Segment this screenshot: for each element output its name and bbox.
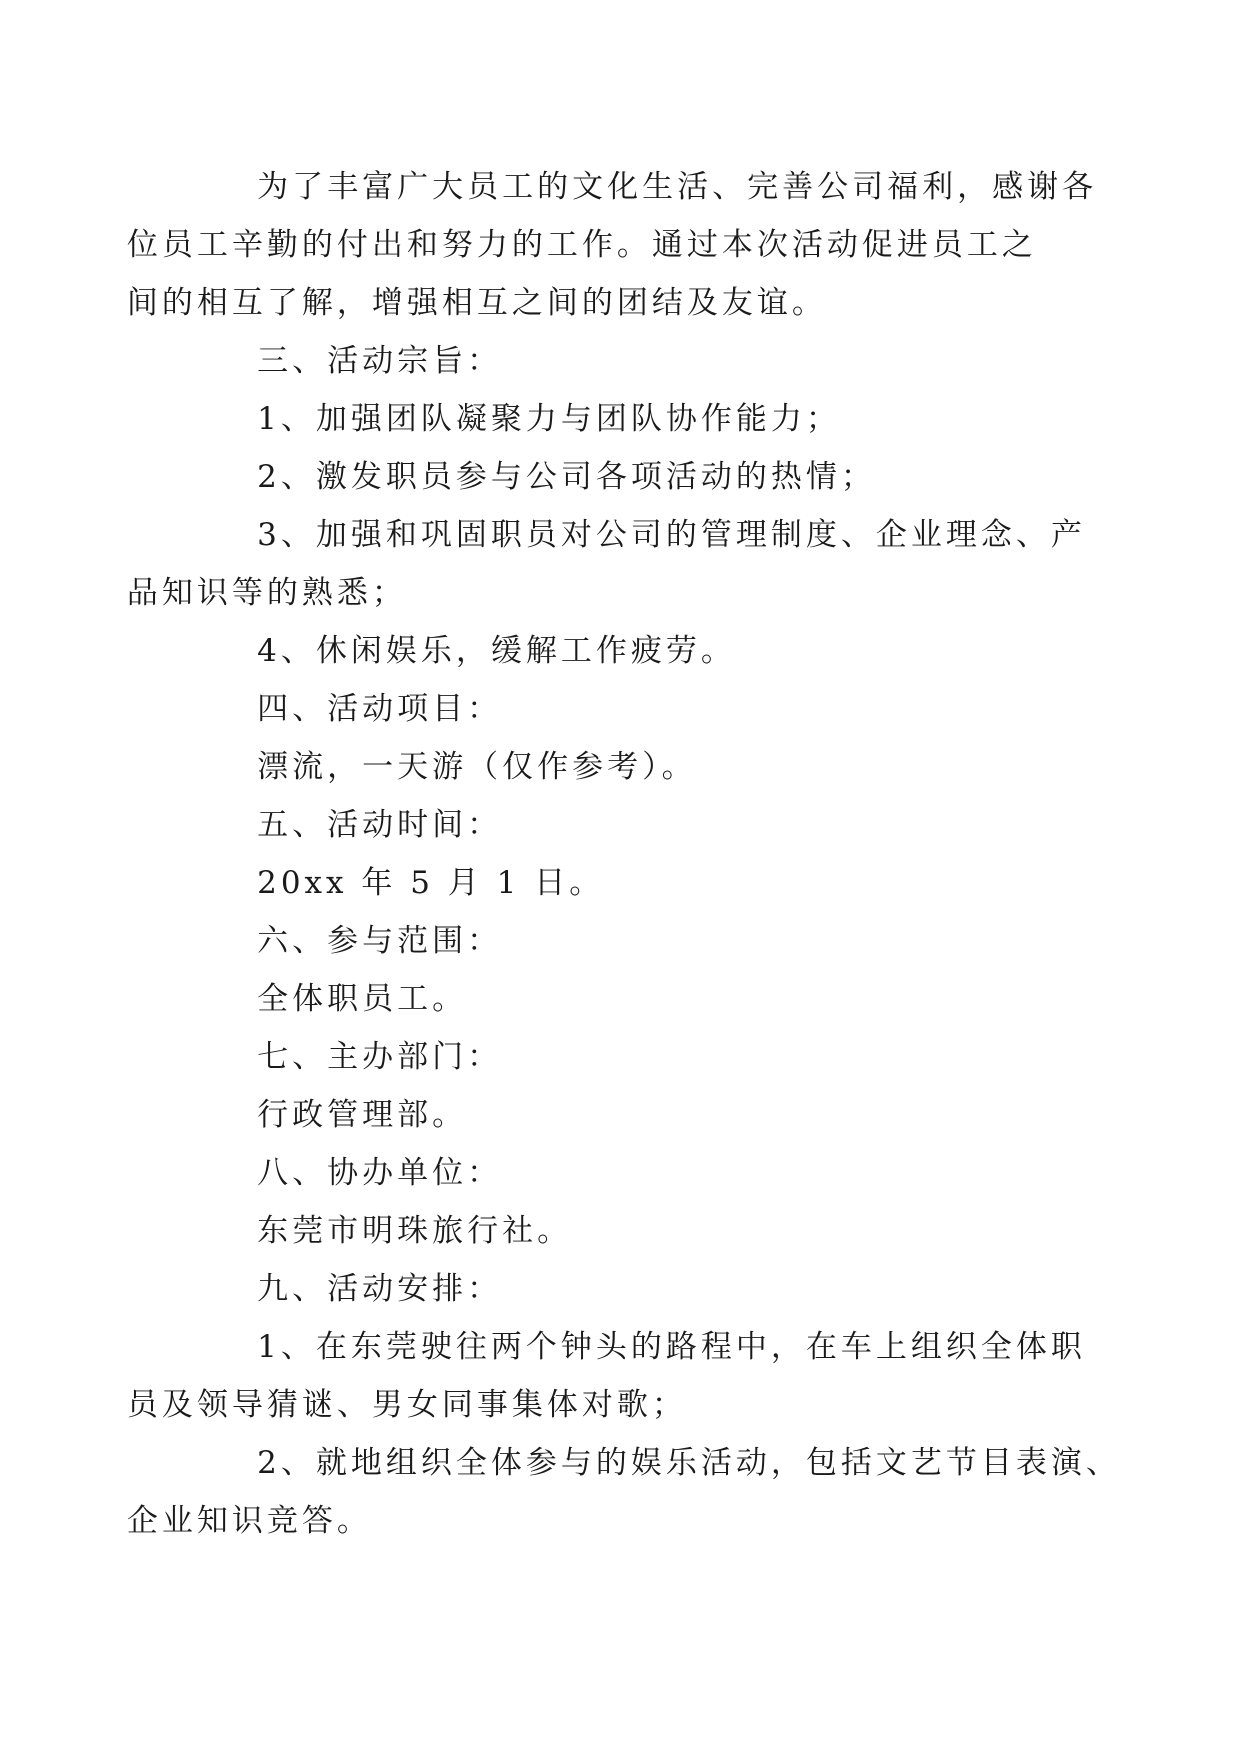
schedule-item-1 — [126, 1318, 1086, 1434]
text-line: 员及领导猜谜、男女同事集体对歌； — [126, 1387, 687, 1423]
project-text — [192, 738, 1052, 796]
text-line: 20xx 年 5 月 1 日。 — [257, 865, 605, 901]
text-line: 行政管理部。 — [257, 1097, 468, 1133]
text-line: 3、加强和巩固职员对公司的管理制度、企业理念、产 — [257, 517, 1086, 553]
text-line: 八、协办单位： — [257, 1155, 503, 1191]
time-text — [192, 854, 1052, 912]
paragraph-intro — [126, 158, 1098, 332]
purpose-item-1 — [192, 390, 1052, 448]
organizer-text — [192, 1086, 1052, 1144]
section-heading-scope — [192, 912, 1052, 970]
co-organizer-text — [192, 1202, 1052, 1260]
section-heading-co-organizer — [192, 1144, 1052, 1202]
purpose-item-3 — [126, 506, 1086, 622]
text-line: 漂流，一天游（仅作参考）。 — [257, 749, 697, 785]
text-line: 九、活动安排： — [257, 1271, 503, 1307]
text-line: 七、主办部门： — [257, 1039, 503, 1075]
section-heading-schedule — [192, 1260, 1052, 1318]
text-line: 2、激发职员参与公司各项活动的热情； — [257, 459, 876, 495]
text-line: 间的相互了解，增强相互之间的团结及友谊。 — [126, 285, 827, 321]
text-line: 企业知识竞答。 — [126, 1503, 372, 1539]
text-line: 为了丰富广大员工的文化生活、完善公司福利，感谢各 — [257, 169, 1098, 205]
purpose-item-4 — [192, 622, 1052, 680]
text-line: 五、活动时间： — [257, 807, 503, 843]
text-line: 六、参与范围： — [257, 923, 503, 959]
purpose-item-2 — [192, 448, 1052, 506]
text-line: 品知识等的熟悉； — [126, 575, 407, 611]
text-line: 1、在东莞驶往两个钟头的路程中，在车上组织全体职 — [257, 1329, 1086, 1365]
section-heading-project — [192, 680, 1052, 738]
text-line: 1、加强团队凝聚力与团队协作能力； — [257, 401, 841, 437]
text-line: 四、活动项目： — [257, 691, 503, 727]
text-line: 4、休闲娱乐，缓解工作疲劳。 — [257, 633, 736, 669]
section-heading-purpose — [192, 332, 1052, 390]
scope-text — [192, 970, 1052, 1028]
section-heading-organizer — [192, 1028, 1052, 1086]
text-line: 三、活动宗旨： — [257, 343, 503, 379]
document-body — [126, 158, 1121, 1550]
text-line: 2、就地组织全体参与的娱乐活动，包括文艺节目表演、 — [257, 1445, 1121, 1481]
text-line: 位员工辛勤的付出和努力的工作。通过本次活动促进员工之 — [126, 227, 1037, 263]
schedule-item-2 — [126, 1434, 1121, 1550]
text-line: 全体职员工。 — [257, 981, 468, 1017]
section-heading-time — [192, 796, 1052, 854]
text-line: 东莞市明珠旅行社。 — [257, 1213, 573, 1249]
